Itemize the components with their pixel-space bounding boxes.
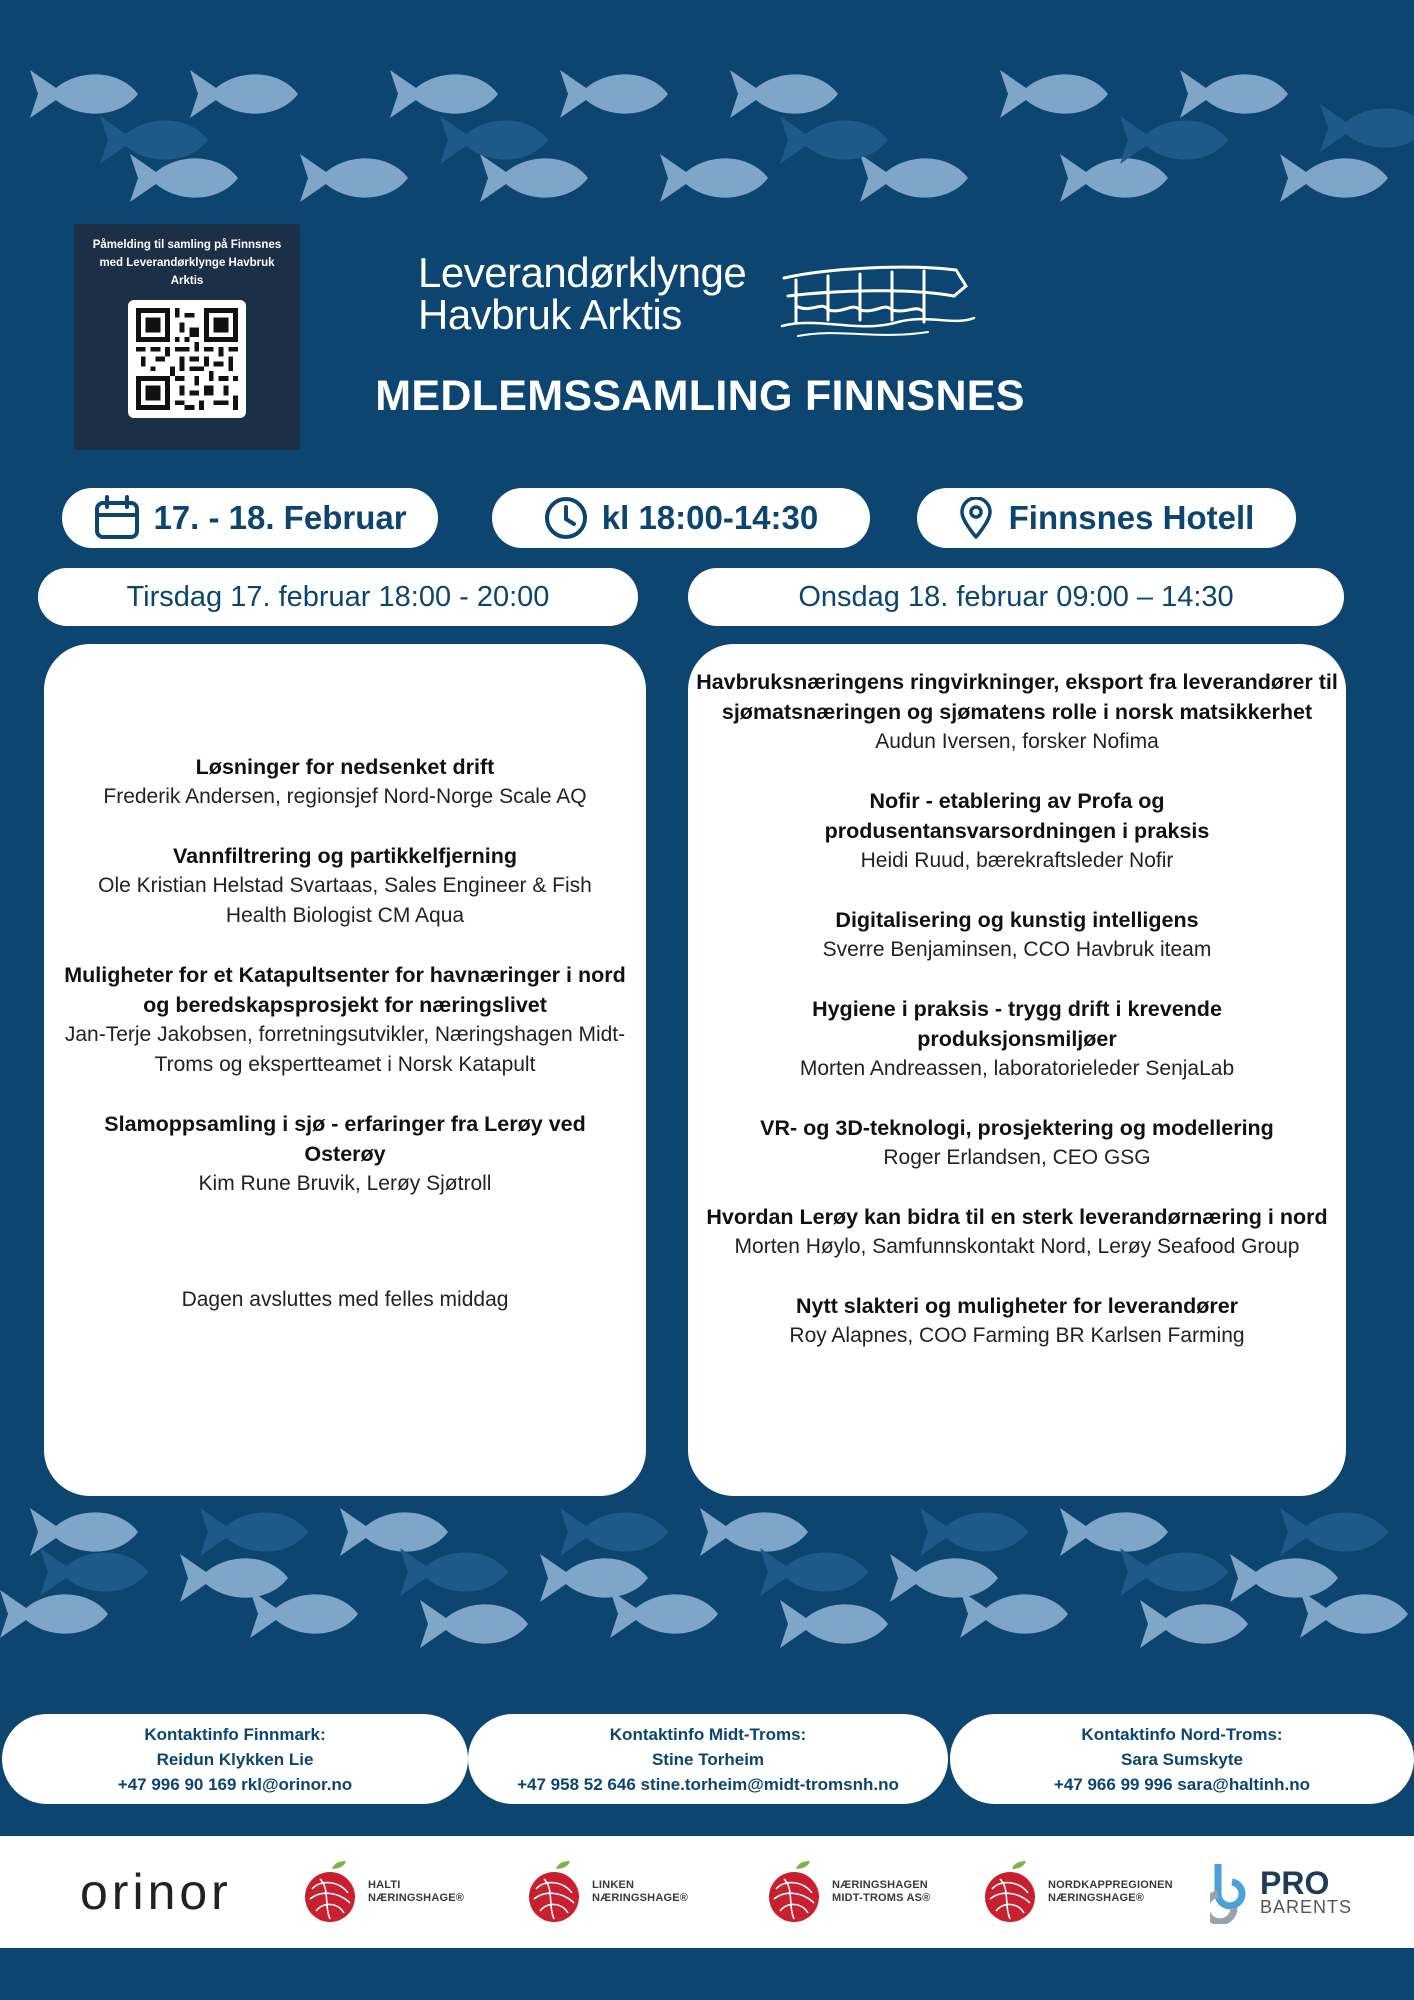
- program-title: Nofir - etablering av Profa og produsentansvarsordningen i praksis: [824, 789, 1210, 843]
- program-speaker: Frederik Andersen, regionsjef Nord-Norge Scale AQ: [103, 785, 587, 808]
- contact-heading: Kontaktinfo Nord-Troms:: [1081, 1725, 1283, 1744]
- program-item: [696, 786, 1338, 876]
- contact-details[interactable]: +47 996 90 169 rkl@orinor.no: [117, 1775, 353, 1794]
- event-time: kl 18:00-14:30: [601, 499, 819, 536]
- fish-pattern-top: [0, 60, 1414, 220]
- naeringshagen-midt-troms-logo: NÆRINGSHAGEN MIDT-TROMS AS®: [764, 1836, 931, 1948]
- program-speaker: Jan-Terje Jakobsen, forretningsutvikler, Næringshagen Midt-Troms og ekspertteamet i Norsk Katapult: [64, 1023, 626, 1076]
- linken-logo: LINKEN NÆRINGSHAGE®: [524, 1836, 688, 1948]
- calendar-icon: [93, 495, 141, 541]
- contact-nord-troms: [950, 1714, 1414, 1804]
- program-speaker: Kim Rune Bruvik, Lerøy Sjøtroll: [198, 1172, 492, 1195]
- event-date: 17. - 18. Februar: [153, 499, 407, 536]
- program-speaker: Roy Alapnes, COO Farming BR Karlsen Farming: [789, 1324, 1245, 1347]
- closing-note: Dagen avsluttes med felles middag: [181, 1288, 509, 1311]
- program-speaker: Ole Kristian Helstad Svartaas, Sales Engineer & Fish Health Biologist CM Aqua: [98, 874, 592, 927]
- clock-icon: [544, 496, 588, 540]
- program-item: [696, 1113, 1338, 1173]
- contact-heading: Kontaktinfo Midt-Troms:: [609, 1725, 807, 1744]
- program-item: [52, 1109, 638, 1199]
- program-title: Slamoppsamling i sjø - erfaringer fra Lerøy ved Osterøy: [104, 1112, 586, 1166]
- program-title: Vannfiltrering og partikkelfjerning: [172, 844, 518, 868]
- day2-heading: Onsdag 18. februar 09:00 – 14:30: [688, 568, 1344, 626]
- logo-line-2: Havbruk Arktis: [418, 291, 682, 338]
- contact-name: Stine Torheim: [651, 1750, 765, 1769]
- contact-heading: Kontaktinfo Finnmark:: [144, 1725, 326, 1744]
- program-title: Havbruksnæringens ringvirkninger, eksport fra leverandører til sjømatsnæringen og sjømatens rolle i norsk matsikkerhet: [696, 670, 1338, 724]
- fish-pattern-bottom: [0, 1500, 1414, 1650]
- apple-icon: [524, 1859, 586, 1925]
- program-item: [52, 841, 638, 931]
- contact-details[interactable]: +47 966 99 996 sara@haltinh.no: [1053, 1775, 1311, 1794]
- contact-midt-troms: [468, 1714, 948, 1804]
- fish-farm-pen-icon: [778, 256, 978, 346]
- program-speaker: Heidi Ruud, bærekraftsleder Nofir: [860, 849, 1174, 872]
- program-title: Nytt slakteri og muligheter for leverandører: [795, 1294, 1239, 1318]
- day1-program-card: [44, 644, 646, 1496]
- halti-logo: HALTI NÆRINGSHAGE®: [300, 1836, 464, 1948]
- program-title: VR- og 3D-teknologi, prosjektering og modellering: [760, 1116, 1274, 1140]
- logo-line-1: Leverandørklynge: [418, 249, 747, 296]
- contact-name: Reidun Klykken Lie: [156, 1750, 314, 1769]
- program-title: Løsninger for nedsenket drift: [195, 755, 495, 779]
- location-pill: [917, 488, 1296, 548]
- program-item: [52, 752, 638, 812]
- apple-icon: [300, 1859, 362, 1925]
- leverandorklynge-logo: [418, 249, 978, 352]
- time-pill: [492, 488, 870, 548]
- contact-name: Sara Sumskyte: [1121, 1750, 1243, 1769]
- contact-details[interactable]: +47 958 52 646 stine.torheim@midt-tromsnh.no: [517, 1775, 899, 1794]
- location-pin-icon: [959, 497, 993, 539]
- day2-program-card: [688, 644, 1346, 1496]
- program-speaker: Audun Iversen, forsker Nofima: [875, 730, 1159, 753]
- nordkappregionen-logo: NORDKAPPREGIONEN NÆRINGSHAGE®: [980, 1836, 1173, 1948]
- sponsor-footer: [0, 1836, 1414, 1948]
- apple-icon: [980, 1859, 1042, 1925]
- program-item: [696, 667, 1338, 757]
- pro-barents-logo: PRO BARENTS: [1210, 1836, 1352, 1948]
- qr-caption: Påmelding til samling på Finnsnes med Leverandørklynge Havbruk Arktis: [92, 239, 282, 287]
- program-item: [696, 1202, 1338, 1262]
- apple-icon: [764, 1859, 826, 1925]
- program-title: Digitalisering og kunstig intelligens: [835, 908, 1199, 932]
- program-item: [696, 994, 1338, 1084]
- contact-finnmark: [2, 1714, 468, 1804]
- pro-barents-mark-icon: [1210, 1860, 1254, 1924]
- program-speaker: Sverre Benjaminsen, CCO Havbruk iteam: [822, 938, 1212, 961]
- program-title: Hygiene i praksis - trygg drift i krevende produksjonsmiljøer: [812, 997, 1222, 1051]
- day1-heading: Tirsdag 17. februar 18:00 - 20:00: [38, 568, 638, 626]
- program-title: Muligheter for et Katapultsenter for havnæringer i nord og beredskapsprosjekt for næringslivet: [64, 963, 626, 1017]
- program-item: [52, 960, 638, 1080]
- date-pill: [62, 488, 438, 548]
- program-item: [696, 905, 1338, 965]
- program-title: Hvordan Lerøy kan bidra til en sterk leverandørnæring i nord: [706, 1205, 1328, 1229]
- orinor-logo: orinor: [80, 1864, 232, 1920]
- program-item: [696, 1291, 1338, 1351]
- program-speaker: Morten Høylo, Samfunnskontakt Nord, Lerøy Seafood Group: [734, 1235, 1300, 1258]
- page-title: MEDLEMSSAMLING FINNSNES: [375, 372, 1025, 420]
- event-location: Finnsnes Hotell: [1008, 499, 1255, 536]
- program-speaker: Morten Andreassen, laboratorieleder SenjaLab: [799, 1057, 1235, 1080]
- program-speaker: Roger Erlandsen, CEO GSG: [883, 1146, 1151, 1169]
